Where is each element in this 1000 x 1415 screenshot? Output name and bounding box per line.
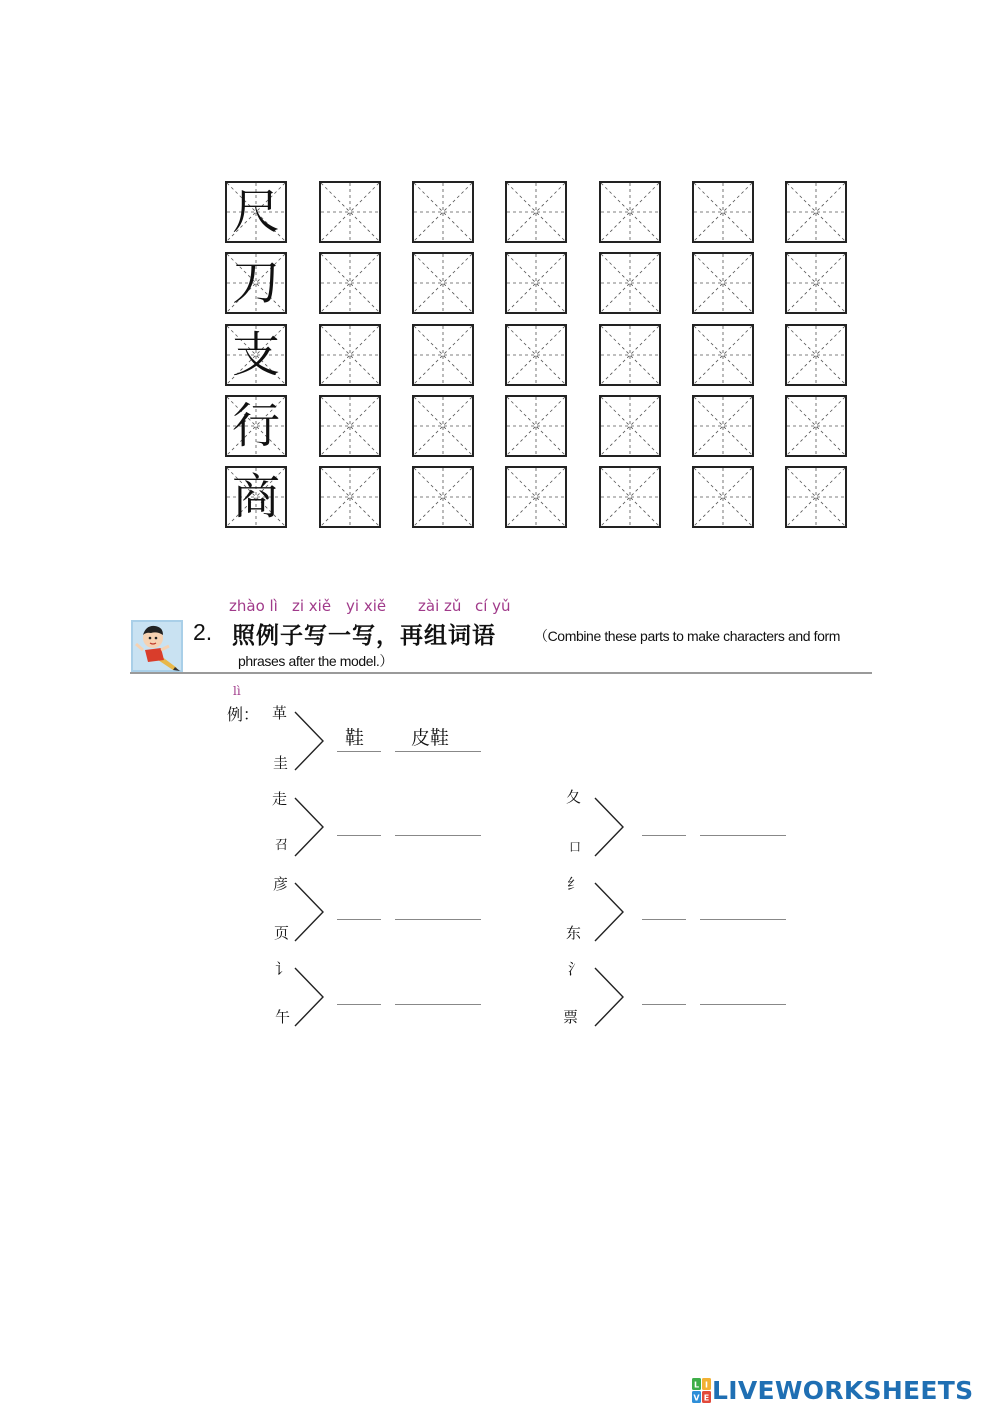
grid-guide-lines — [787, 183, 845, 241]
example-word-line — [395, 751, 481, 752]
pinyin-zaizu: zài zǔ — [418, 597, 462, 615]
model-char: 尺 — [231, 184, 280, 240]
practice-box[interactable] — [692, 395, 754, 457]
grid-guide-lines — [321, 326, 379, 384]
grid-guide-lines — [321, 397, 379, 455]
example-pinyin: lì — [233, 684, 241, 698]
practice-box[interactable] — [505, 252, 567, 314]
practice-box[interactable] — [319, 181, 381, 243]
practice-box[interactable] — [505, 466, 567, 528]
live-badge-icon — [692, 1378, 712, 1404]
cartoon-boy-icon — [131, 620, 183, 672]
grid-guide-lines — [507, 183, 565, 241]
grid-guide-lines — [694, 183, 752, 241]
practice-box[interactable] — [412, 181, 474, 243]
grid-guide-lines — [414, 397, 472, 455]
practice-box[interactable] — [319, 466, 381, 528]
practice-box[interactable] — [599, 324, 661, 386]
pinyin-yixie: yi xiě — [346, 597, 387, 615]
model-char-box — [225, 466, 287, 528]
svg-text:V: V — [693, 1393, 700, 1402]
exercise-bottom-component: 页 — [274, 924, 290, 942]
grid-guide-lines — [321, 254, 379, 312]
practice-box[interactable] — [599, 395, 661, 457]
grid-guide-lines — [787, 468, 845, 526]
practice-box[interactable] — [692, 466, 754, 528]
grid-guide-lines — [414, 468, 472, 526]
grid-guide-lines — [601, 468, 659, 526]
section-instruction-line1: （Combine these parts to make characters and form — [534, 628, 841, 644]
character-practice-grid — [225, 181, 851, 530]
grid-guide-lines — [694, 326, 752, 384]
model-char: 刀 — [231, 255, 280, 311]
exercise-bottom-component: 东 — [566, 924, 582, 942]
exercise-top-component: 纟 — [567, 875, 583, 893]
grid-guide-lines — [507, 326, 565, 384]
exercise-bottom-component: 票 — [563, 1008, 579, 1026]
grid-guide-lines — [414, 254, 472, 312]
practice-box[interactable] — [505, 324, 567, 386]
char-answer-blank[interactable] — [642, 919, 686, 920]
grid-guide-lines — [787, 326, 845, 384]
grid-guide-lines — [601, 397, 659, 455]
practice-box[interactable] — [599, 466, 661, 528]
exercise-bracket — [293, 966, 325, 1028]
exercise-top-component: 走 — [272, 790, 288, 808]
exercise-bracket — [593, 881, 625, 943]
practice-box[interactable] — [692, 181, 754, 243]
section-divider — [130, 672, 872, 674]
practice-box[interactable] — [599, 181, 661, 243]
practice-box[interactable] — [785, 181, 847, 243]
practice-box[interactable] — [785, 252, 847, 314]
practice-box[interactable] — [505, 395, 567, 457]
grid-guide-lines — [321, 183, 379, 241]
grid-guide-lines — [507, 468, 565, 526]
example-char-answer: 鞋 — [345, 727, 365, 749]
practice-box[interactable] — [785, 466, 847, 528]
model-char: 支 — [231, 327, 280, 383]
example-top-component: 革 — [272, 704, 288, 722]
svg-text:E: E — [703, 1393, 710, 1402]
section-instruction-line2: phrases after the model.） — [238, 653, 393, 669]
exercise-bracket — [293, 881, 325, 943]
word-answer-blank[interactable] — [700, 919, 786, 920]
practice-box[interactable] — [692, 324, 754, 386]
grid-guide-lines — [601, 183, 659, 241]
model-char-box — [225, 181, 287, 243]
practice-box[interactable] — [412, 395, 474, 457]
section-title: 照例子写一写，再组词语 — [232, 622, 496, 649]
grid-guide-lines — [601, 254, 659, 312]
section-number: 2. — [193, 619, 213, 645]
practice-box[interactable] — [505, 181, 567, 243]
grid-guide-lines — [694, 397, 752, 455]
exercise-bracket — [293, 796, 325, 858]
example-bracket — [293, 710, 325, 772]
grid-guide-lines — [414, 326, 472, 384]
practice-box[interactable] — [692, 252, 754, 314]
pinyin-zixie: zi xiě — [292, 597, 332, 615]
word-answer-blank[interactable] — [395, 1004, 481, 1005]
practice-box[interactable] — [319, 252, 381, 314]
grid-guide-lines — [321, 468, 379, 526]
grid-guide-lines — [507, 397, 565, 455]
pinyin-zhaoli: zhào lì — [229, 597, 278, 615]
grid-guide-lines — [694, 468, 752, 526]
practice-box[interactable] — [319, 324, 381, 386]
grid-guide-lines — [601, 326, 659, 384]
logo-wordmark: LIVEWORKSHEETS — [712, 1376, 974, 1405]
grid-guide-lines — [507, 254, 565, 312]
char-answer-blank[interactable] — [337, 919, 381, 920]
grid-guide-lines — [694, 254, 752, 312]
practice-box[interactable] — [412, 324, 474, 386]
svg-text:L: L — [693, 1380, 700, 1389]
exercise-top-component: 氵 — [568, 960, 584, 978]
example-word-answer: 皮鞋 — [411, 727, 450, 749]
exercise-top-component: 夂 — [566, 788, 582, 806]
practice-box[interactable] — [599, 252, 661, 314]
word-answer-blank[interactable] — [395, 919, 481, 920]
example-char-line — [337, 751, 381, 752]
exercise-bottom-component: 召 — [275, 838, 289, 853]
char-answer-blank[interactable] — [642, 835, 686, 836]
svg-text:I: I — [705, 1380, 708, 1389]
practice-box[interactable] — [319, 395, 381, 457]
model-char: 商 — [231, 469, 280, 525]
practice-box[interactable] — [412, 466, 474, 528]
word-answer-blank[interactable] — [700, 835, 786, 836]
exercise-top-component: 彦 — [273, 875, 289, 893]
practice-box[interactable] — [412, 252, 474, 314]
model-char-box — [225, 324, 287, 386]
exercise-bottom-component: 午 — [275, 1008, 291, 1026]
model-char-box — [225, 252, 287, 314]
char-answer-blank[interactable] — [337, 835, 381, 836]
word-answer-blank[interactable] — [395, 835, 481, 836]
practice-box[interactable] — [785, 324, 847, 386]
example-label: 例： — [227, 705, 260, 724]
liveworksheets-logo — [692, 1376, 973, 1405]
grid-guide-lines — [787, 397, 845, 455]
word-answer-blank[interactable] — [700, 1004, 786, 1005]
example-bottom-component: 圭 — [273, 754, 289, 772]
practice-box[interactable] — [785, 395, 847, 457]
char-answer-blank[interactable] — [642, 1004, 686, 1005]
exercise-top-component: 讠 — [275, 960, 291, 978]
exercise-bracket — [593, 796, 625, 858]
model-char-box — [225, 395, 287, 457]
grid-guide-lines — [787, 254, 845, 312]
pinyin-ciyu: cí yǔ — [475, 597, 511, 615]
exercise-bracket — [593, 966, 625, 1028]
char-answer-blank[interactable] — [337, 1004, 381, 1005]
grid-guide-lines — [414, 183, 472, 241]
model-char: 行 — [231, 398, 280, 454]
exercise-bottom-component: 口 — [569, 840, 582, 854]
